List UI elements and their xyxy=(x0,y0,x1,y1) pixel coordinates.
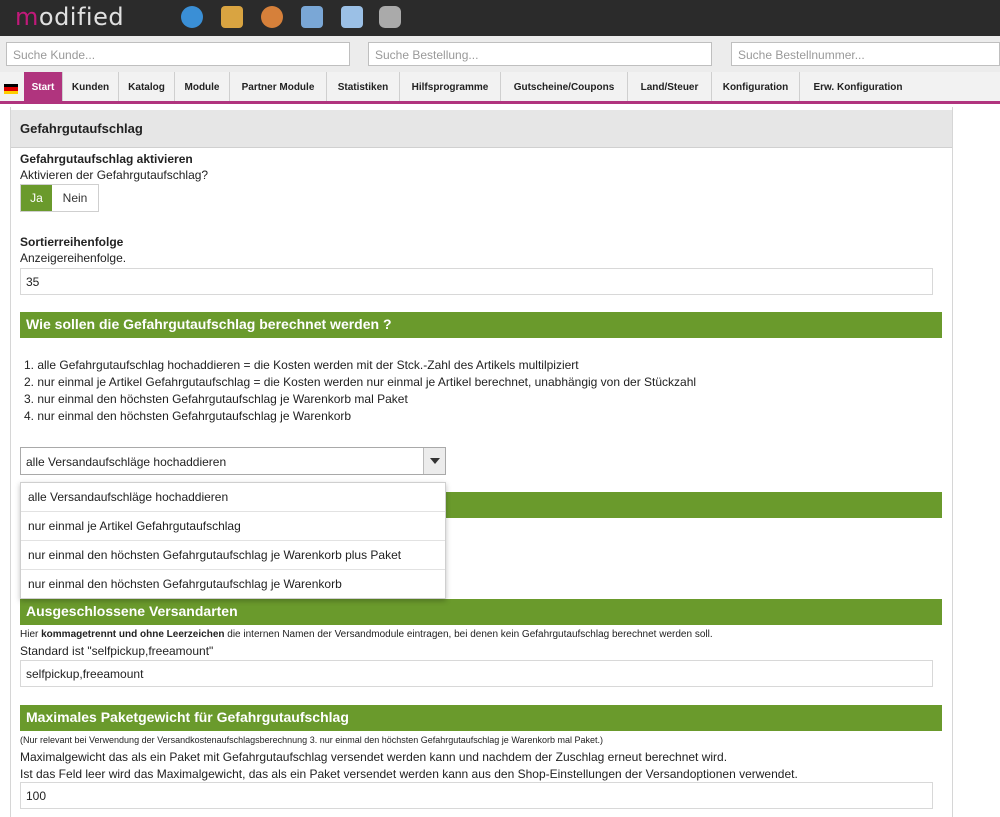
chevron-down-icon[interactable] xyxy=(423,448,445,474)
search-order-input[interactable]: Suche Bestellung... xyxy=(368,42,712,66)
config-panel xyxy=(10,107,953,817)
panel-title: Gefahrgutaufschlag xyxy=(11,110,952,148)
nav-partner-module[interactable]: Partner Module xyxy=(230,72,327,101)
maxweight-line-2: Ist das Feld leer wird das Maximalgewicht, das als ein Paket versendet werden kann aus den Shop-Einstellungen der Versandoptionen verwendet. xyxy=(20,767,798,781)
nav-kunden[interactable]: Kunden xyxy=(63,72,119,101)
excluded-hint: Hier kommagetrennt und ohne Leerzeichen die internen Namen der Versandmodule eintragen, bei denen kein Gefahrgutaufschlag berechnet werden soll. xyxy=(20,629,713,640)
nav-start[interactable]: Start xyxy=(24,72,63,101)
calc-method-selected: alle Versandaufschläge hochaddieren xyxy=(26,455,227,469)
nav-katalog[interactable]: Katalog xyxy=(119,72,175,101)
nav-land-steuer[interactable]: Land/Steuer xyxy=(628,72,712,101)
list-icon[interactable] xyxy=(301,6,323,28)
calc-line-1: 1. alle Gefahrgutaufschlag hochaddieren = die Kosten werden mit der Stck.-Zahl des Artikels multilpiziert xyxy=(24,358,579,372)
dropdown-option[interactable]: nur einmal den höchsten Gefahrgutaufschlag je Warenkorb plus Paket xyxy=(21,541,445,570)
maxweight-section-header: Maximales Paketgewicht für Gefahrgutaufschlag xyxy=(20,705,942,731)
sort-order-input[interactable]: 35 xyxy=(20,268,933,295)
calc-section-header: Wie sollen die Gefahrgutaufschlag berechnet werden ? xyxy=(20,312,942,338)
documents-icon[interactable] xyxy=(341,6,363,28)
users-icon[interactable] xyxy=(261,6,283,28)
activate-title: Gefahrgutaufschlag aktivieren xyxy=(20,152,193,166)
search-order-number-input[interactable]: Suche Bestellnummer... xyxy=(731,42,1000,66)
nav-konfiguration[interactable]: Konfiguration xyxy=(712,72,800,101)
sort-desc: Anzeigereihenfolge. xyxy=(20,251,127,265)
calc-line-4: 4. nur einmal den höchsten Gefahrgutaufschlag je Warenkorb xyxy=(24,409,352,423)
top-bar xyxy=(0,0,1000,36)
toggle-yes-button[interactable]: Ja xyxy=(21,185,52,211)
maxweight-line-1: Maximalgewicht das als ein Paket mit Gefahrgutaufschlag versendet werden kann und nachdem der Zuschlag erneut berechnet wird. xyxy=(20,750,728,764)
calc-method-select[interactable] xyxy=(20,447,446,475)
logo[interactable]: modified xyxy=(15,3,125,31)
basket-icon[interactable] xyxy=(221,6,243,28)
nav-gutscheine-coupons[interactable]: Gutscheine/Coupons xyxy=(501,72,628,101)
dropdown-option[interactable]: nur einmal den höchsten Gefahrgutaufschlag je Warenkorb xyxy=(28,577,342,591)
maxweight-note: (Nur relevant bei Verwendung der Versandkostenaufschlagsberechnung 3. nur einmal den höchsten Gefahrgutaufschlag je Warenkorb mal Paket.) xyxy=(20,735,604,745)
activate-desc: Aktivieren der Gefahrgutaufschlag? xyxy=(20,168,209,182)
maxweight-input[interactable]: 100 xyxy=(20,782,933,809)
excluded-methods-input[interactable]: selfpickup,freeamount xyxy=(20,660,933,687)
dropdown-option[interactable]: nur einmal je Artikel Gefahrgutaufschlag xyxy=(21,512,445,541)
dropdown-option[interactable]: alle Versandaufschläge hochaddieren xyxy=(21,483,445,512)
sort-title: Sortierreihenfolge xyxy=(20,235,124,249)
main-nav xyxy=(0,72,1000,104)
calc-line-2: 2. nur einmal je Artikel Gefahrgutaufschlag = die Kosten werden nur einmal je Artikel berechnet, unabhängig von der Stückzahl xyxy=(24,375,697,389)
excluded-section-header: Ausgeschlossene Versandarten xyxy=(20,599,942,625)
search-row xyxy=(0,36,1000,72)
activate-toggle xyxy=(20,184,99,212)
nav-erw-konfiguration[interactable]: Erw. Konfiguration xyxy=(813,82,903,93)
search-customer-input[interactable]: Suche Kunde... xyxy=(6,42,350,66)
toggle-no-button[interactable]: Nein xyxy=(62,191,88,205)
excluded-default: Standard ist "selfpickup,freeamount" xyxy=(20,644,214,658)
calc-method-dropdown xyxy=(20,482,446,599)
database-icon[interactable] xyxy=(379,6,401,28)
nav-hilfsprogramme[interactable]: Hilfsprogramme xyxy=(400,72,501,101)
nav-statistiken[interactable]: Statistiken xyxy=(327,72,400,101)
globe-icon[interactable] xyxy=(181,6,203,28)
flag-de-icon[interactable] xyxy=(4,84,18,94)
nav-module[interactable]: Module xyxy=(175,72,230,101)
calc-line-3: 3. nur einmal den höchsten Gefahrgutaufschlag je Warenkorb mal Paket xyxy=(24,392,408,406)
